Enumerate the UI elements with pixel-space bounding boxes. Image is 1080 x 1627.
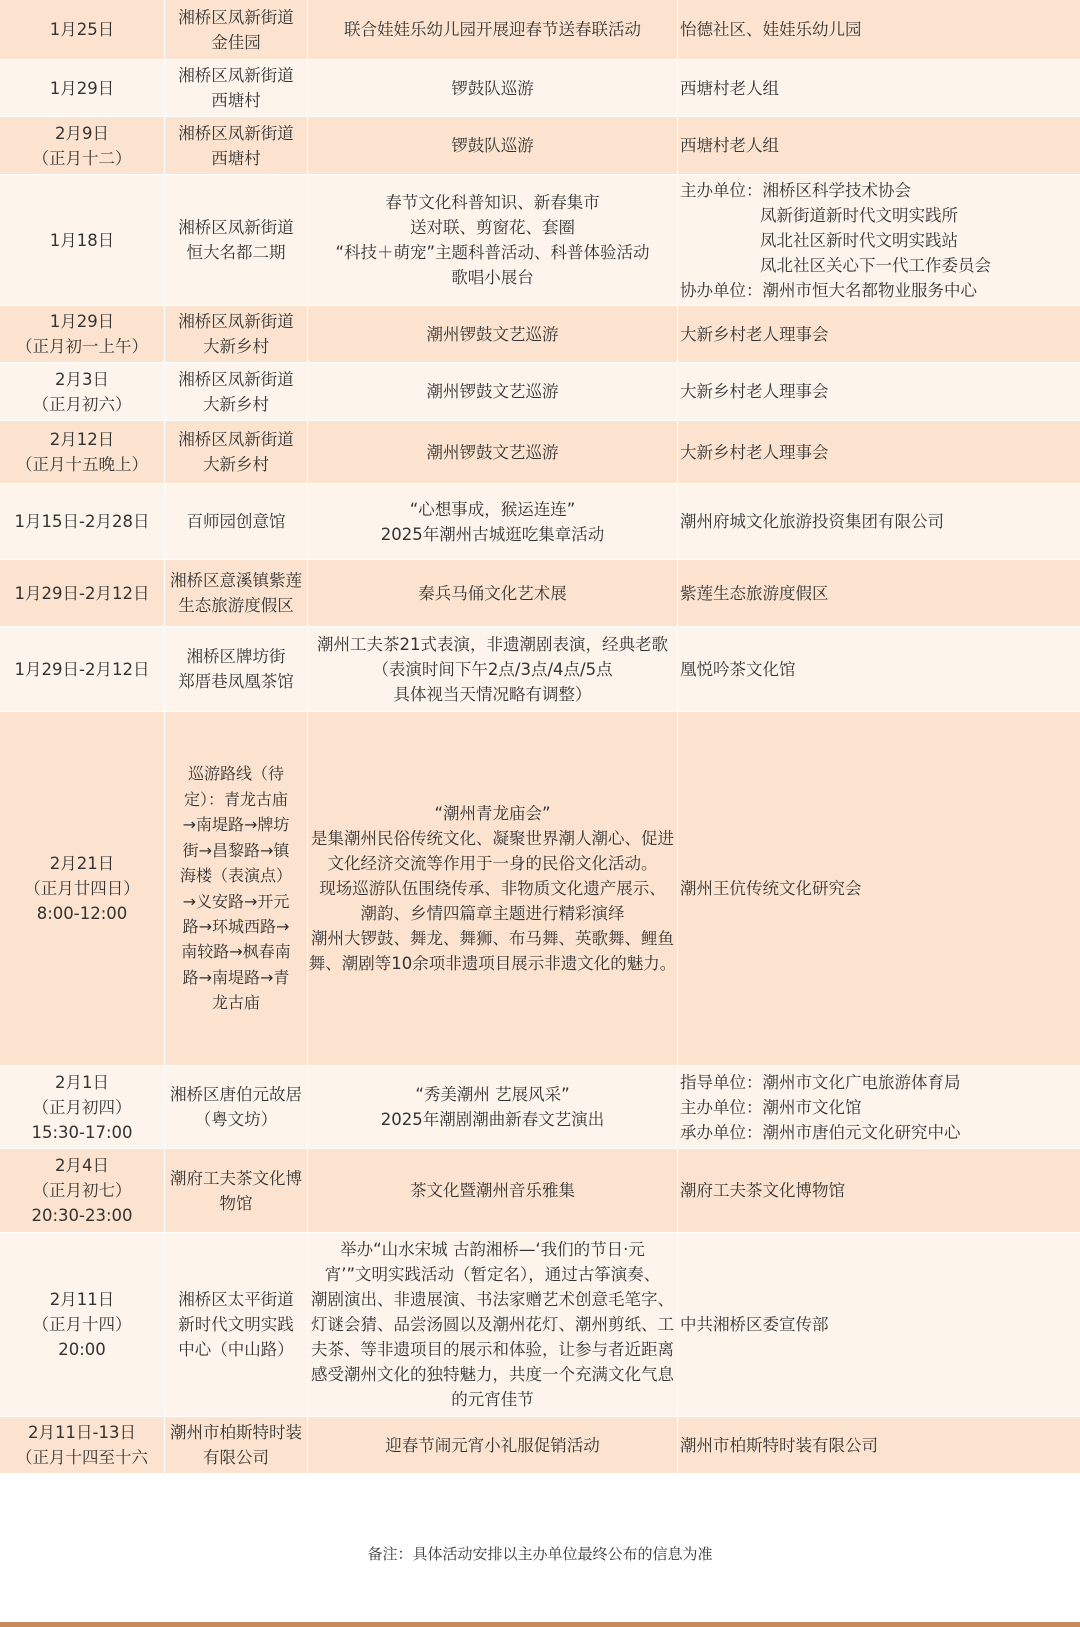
activity-cell-line: 现场巡游队伍围绕传承、非物质文化遗产展示、 bbox=[319, 879, 666, 898]
unit-cell-line: 潮州市柏斯特时装有限公司 bbox=[680, 1435, 878, 1455]
date-cell-line: 1月29日-2月12日 bbox=[14, 583, 150, 603]
unit-cell bbox=[678, 421, 1080, 483]
table-row bbox=[0, 627, 1080, 712]
unit-cell-line: 凤北社区新时代文明实践站 bbox=[760, 230, 958, 250]
activity-cell-line: 宵’”文明实践活动（暂定名），通过古筝演奏、 bbox=[324, 1265, 661, 1284]
date-cell-line: 8:00-12:00 bbox=[36, 904, 128, 923]
date-cell-line: 1月25日 bbox=[49, 20, 115, 39]
table-row bbox=[0, 0, 1080, 60]
activity-cell-line: 灯谜会猜、品尝汤圆以及潮州花灯、潮州剪纸、工 bbox=[311, 1315, 674, 1334]
place-cell bbox=[165, 560, 308, 626]
date-cell bbox=[0, 712, 165, 1065]
place-cell-line: 巡游路线（待 bbox=[187, 764, 284, 784]
place-cell bbox=[165, 1149, 308, 1232]
place-cell-line: 湘桥区凤新街道 bbox=[178, 312, 294, 331]
unit-cell bbox=[678, 1417, 1080, 1473]
place-cell-line: 生态旅游度假区 bbox=[178, 596, 294, 615]
unit-cell bbox=[678, 1233, 1080, 1416]
unit-cell-line: 指导单位：潮州市文化广电旅游体育局 bbox=[680, 1072, 961, 1092]
date-cell-line: 20:30-23:00 bbox=[31, 1206, 133, 1225]
date-cell-line: （正月十二） bbox=[32, 148, 132, 168]
date-cell-line: 1月29日 bbox=[49, 78, 115, 98]
activity-cell bbox=[308, 1417, 678, 1473]
activity-cell-line: 茶文化暨潮州音乐雅集 bbox=[410, 1181, 575, 1200]
activity-cell bbox=[308, 1066, 678, 1148]
date-cell bbox=[0, 560, 165, 626]
place-cell-line: 湘桥区凤新街道 bbox=[178, 218, 294, 237]
place-cell-line: 南较路→枫春南 bbox=[181, 942, 291, 962]
place-cell-line: 西塘村 bbox=[211, 148, 261, 168]
date-cell-line: 15:30-17:00 bbox=[31, 1122, 133, 1142]
place-cell bbox=[165, 363, 308, 420]
date-cell-line: 1月15日-2月28日 bbox=[14, 512, 150, 531]
activity-cell-line: 秦兵马俑文化艺术展 bbox=[418, 583, 567, 603]
unit-cell bbox=[678, 712, 1080, 1065]
place-cell-line: 潮州市柏斯特时装 bbox=[170, 1423, 302, 1442]
activity-cell-line: 文化经济交流等作用于一身的民俗文化活动。 bbox=[327, 854, 658, 873]
activity-cell-line: 潮韵、乡情四篇章主题进行精彩演绎 bbox=[360, 904, 625, 923]
date-cell-line: 2月4日 bbox=[55, 1156, 109, 1175]
date-cell-line: 2月11日 bbox=[49, 1290, 115, 1309]
table-row bbox=[0, 306, 1080, 363]
unit-cell-line: 承办单位：潮州市唐伯元文化研究中心 bbox=[680, 1122, 961, 1142]
date-cell-line: 2月11日-13日 bbox=[28, 1423, 136, 1442]
place-cell-line: 西塘村 bbox=[211, 91, 261, 110]
date-cell-line: （正月初四） bbox=[32, 1097, 132, 1117]
unit-cell-line: 凤新街道新时代文明实践所 bbox=[760, 205, 958, 225]
place-cell-line: 湘桥区太平街道 bbox=[178, 1290, 294, 1309]
activity-cell-line: 潮州锣鼓文艺巡游 bbox=[426, 382, 559, 401]
place-cell bbox=[165, 627, 308, 711]
place-cell-line: 湘桥区凤新街道 bbox=[178, 430, 294, 449]
unit-cell-line: 西塘村老人组 bbox=[680, 78, 779, 98]
footnote: 备注：具体活动安排以主办单位最终公布的信息为准 bbox=[367, 1545, 713, 1563]
date-cell bbox=[0, 363, 165, 420]
activity-cell-line: 送对联、剪窗花、套圈 bbox=[409, 218, 575, 237]
place-cell-line: 金佳园 bbox=[211, 32, 261, 52]
activity-cell-line: 歌唱小展台 bbox=[451, 268, 534, 287]
date-cell-line: 2月1日 bbox=[55, 1072, 109, 1092]
place-cell-line: 湘桥区凤新街道 bbox=[178, 369, 294, 389]
activity-cell-line: “秀美潮州 艺展风采” bbox=[415, 1085, 570, 1104]
date-cell-line: （正月初六） bbox=[32, 394, 132, 414]
unit-cell bbox=[678, 560, 1080, 626]
date-cell bbox=[0, 0, 165, 59]
activity-cell-line: 潮州大锣鼓、舞龙、舞狮、布马舞、英歌舞、鲤鱼 bbox=[311, 929, 674, 948]
unit-cell bbox=[678, 484, 1080, 559]
unit-cell-line: 怡德社区、娃娃乐幼儿园 bbox=[680, 20, 862, 39]
activity-cell bbox=[308, 484, 678, 559]
date-cell-line: 1月29日 bbox=[49, 312, 115, 331]
activity-cell-line: 是集潮州民俗传统文化、凝聚世界潮人潮心、促进 bbox=[311, 829, 674, 848]
activity-cell-line: 2025年潮州古城逛吃集章活动 bbox=[380, 524, 605, 544]
activity-cell-line: 潮州工夫茶21式表演，非遗潮剧表演，经典老歌 bbox=[317, 634, 668, 654]
table-row bbox=[0, 1149, 1080, 1233]
place-cell bbox=[165, 421, 308, 483]
unit-cell bbox=[678, 1149, 1080, 1232]
activity-cell-line: “科技＋萌宠”主题科普活动、科普体验活动 bbox=[335, 243, 650, 262]
activity-cell-line: 锣鼓队巡游 bbox=[451, 136, 534, 155]
place-cell-line: 潮府工夫茶文化博 bbox=[170, 1168, 302, 1188]
activity-cell bbox=[308, 421, 678, 483]
activity-cell-line: 潮州锣鼓文艺巡游 bbox=[426, 324, 559, 344]
activity-cell-line: 举办“山水宋城 古韵湘桥—‘我们的节日·元 bbox=[340, 1240, 645, 1259]
unit-cell-line: 紫莲生态旅游度假区 bbox=[680, 583, 829, 603]
date-cell-line: 1月18日 bbox=[49, 230, 115, 250]
place-cell bbox=[165, 0, 308, 59]
activity-cell bbox=[308, 627, 678, 711]
activity-cell bbox=[308, 306, 678, 362]
activity-cell bbox=[308, 60, 678, 116]
place-cell bbox=[165, 484, 308, 559]
bottom-rule bbox=[0, 1622, 1080, 1627]
activity-cell-line: 潮剧演出、非遗展演、书法家赠艺术创意毛笔字、 bbox=[311, 1290, 674, 1309]
table-row bbox=[0, 421, 1080, 484]
activity-cell bbox=[308, 117, 678, 174]
place-cell-line: 海楼（表演点） bbox=[179, 866, 292, 886]
date-cell bbox=[0, 60, 165, 116]
unit-cell-line: 西塘村老人组 bbox=[680, 136, 779, 155]
table-row bbox=[0, 1066, 1080, 1149]
table-row bbox=[0, 363, 1080, 421]
activity-cell bbox=[308, 560, 678, 626]
activity-cell bbox=[308, 0, 678, 59]
date-cell-line: 2月3日 bbox=[55, 369, 109, 389]
unit-cell-line: 大新乡村老人理事会 bbox=[680, 442, 829, 462]
unit-cell-line: 潮府工夫茶文化博物馆 bbox=[680, 1181, 845, 1200]
place-cell-line: 恒大名都二期 bbox=[186, 243, 286, 262]
place-cell bbox=[165, 175, 308, 305]
unit-cell-line: 潮州王伉传统文化研究会 bbox=[680, 879, 862, 898]
place-cell bbox=[165, 1417, 308, 1473]
date-cell-line: （正月初七） bbox=[32, 1181, 132, 1200]
place-cell-line: →南堤路→牌坊 bbox=[182, 815, 290, 835]
place-cell-line: →义安路→开元 bbox=[182, 891, 290, 911]
activity-cell bbox=[308, 363, 678, 420]
place-cell-line: 有限公司 bbox=[203, 1448, 269, 1467]
date-cell-line: 2月9日 bbox=[55, 123, 109, 143]
activity-cell bbox=[308, 175, 678, 305]
activity-cell-line: 舞、潮剧等10余项非遗项目展示非遗文化的魅力。 bbox=[308, 954, 677, 973]
date-cell-line: （正月十五晚上） bbox=[16, 455, 148, 474]
date-cell bbox=[0, 306, 165, 362]
unit-cell bbox=[678, 1066, 1080, 1148]
activity-cell bbox=[308, 1149, 678, 1232]
place-cell bbox=[165, 1233, 308, 1416]
table-row bbox=[0, 1233, 1080, 1417]
place-cell-line: 路→环城西路→ bbox=[182, 916, 290, 936]
date-cell-line: （正月十四） bbox=[32, 1315, 132, 1334]
place-cell bbox=[165, 306, 308, 362]
table-row bbox=[0, 560, 1080, 627]
date-cell-line: 2月12日 bbox=[49, 430, 115, 449]
unit-cell-line: 协办单位：潮州市恒大名都物业服务中心 bbox=[680, 280, 977, 300]
activity-cell-line: 联合娃娃乐幼儿园开展迎春节送春联活动 bbox=[344, 20, 641, 39]
place-cell-line: 湘桥区凤新街道 bbox=[178, 66, 294, 85]
unit-cell-line: 中共湘桥区委宣传部 bbox=[680, 1315, 829, 1334]
date-cell bbox=[0, 421, 165, 483]
date-cell bbox=[0, 484, 165, 559]
place-cell-line: 龙古庙 bbox=[211, 993, 260, 1013]
place-cell-line: 中心（中山路） bbox=[178, 1340, 294, 1359]
unit-cell bbox=[678, 175, 1080, 305]
activity-cell-line: （表演时间下午2点/3点/4点/5点 bbox=[372, 659, 613, 679]
unit-cell bbox=[678, 117, 1080, 174]
unit-cell-line: 大新乡村老人理事会 bbox=[680, 324, 829, 344]
unit-cell-line: 凤北社区关心下一代工作委员会 bbox=[760, 255, 991, 275]
place-cell bbox=[165, 117, 308, 174]
date-cell bbox=[0, 1066, 165, 1148]
place-cell-line: 湘桥区凤新街道 bbox=[178, 123, 294, 143]
activity-cell-line: 锣鼓队巡游 bbox=[451, 78, 534, 98]
activity-cell-line: 2025年潮剧潮曲新春文艺演出 bbox=[380, 1110, 605, 1129]
place-cell-line: 大新乡村 bbox=[203, 455, 269, 474]
place-cell bbox=[165, 1066, 308, 1148]
date-cell bbox=[0, 117, 165, 174]
activity-cell bbox=[308, 712, 678, 1065]
unit-cell-line: 主办单位：潮州市文化馆 bbox=[680, 1097, 862, 1117]
table-row bbox=[0, 175, 1080, 306]
unit-cell-line: 潮州府城文化旅游投资集团有限公司 bbox=[680, 512, 944, 531]
place-cell-line: 街→昌黎路→镇 bbox=[182, 840, 290, 860]
place-cell-line: 湘桥区意溪镇紫莲 bbox=[170, 571, 302, 590]
activity-cell-line: 的元宵佳节 bbox=[451, 1390, 534, 1409]
activity-cell bbox=[308, 1233, 678, 1416]
place-cell-line: （粤文坊） bbox=[194, 1110, 278, 1129]
unit-cell bbox=[678, 60, 1080, 116]
date-cell-line: （正月十四至十六 bbox=[16, 1448, 148, 1467]
activity-cell-line: 春节文化科普知识、新春集市 bbox=[385, 193, 600, 212]
activity-cell-line: “心想事成，猴运连连” bbox=[409, 499, 576, 519]
table-row bbox=[0, 117, 1080, 175]
activity-cell-line: 感受潮州文化的独特魅力，共度一个充满文化气息 bbox=[311, 1365, 674, 1384]
date-cell-line: （正月初一上午） bbox=[16, 337, 148, 356]
place-cell bbox=[165, 60, 308, 116]
activity-cell-line: 具体视当天情况略有调整） bbox=[393, 684, 592, 704]
unit-cell bbox=[678, 627, 1080, 711]
place-cell-line: 湘桥区唐伯元故居 bbox=[170, 1085, 302, 1104]
date-cell bbox=[0, 1149, 165, 1232]
unit-cell-line: 主办单位：湘桥区科学技术协会 bbox=[680, 180, 911, 200]
date-cell-line: 2月21日 bbox=[49, 854, 115, 873]
date-cell bbox=[0, 1417, 165, 1473]
date-cell-line: 1月29日-2月12日 bbox=[14, 659, 150, 679]
unit-cell bbox=[678, 0, 1080, 59]
table-row bbox=[0, 60, 1080, 117]
unit-cell-line: 大新乡村老人理事会 bbox=[680, 382, 829, 401]
place-cell-line: 路→南堤路→青 bbox=[182, 967, 290, 987]
place-cell bbox=[165, 712, 308, 1065]
date-cell-line: 20:00 bbox=[58, 1340, 106, 1359]
activity-cell-line: 迎春节闹元宵小礼服促销活动 bbox=[385, 1435, 600, 1455]
activity-cell-line: 潮州锣鼓文艺巡游 bbox=[426, 442, 559, 462]
place-cell-line: 湘桥区牌坊街 bbox=[186, 647, 286, 666]
place-cell-line: 新时代文明实践 bbox=[178, 1315, 294, 1334]
table-row bbox=[0, 712, 1080, 1066]
place-cell-line: 郑厝巷凤凰茶馆 bbox=[178, 672, 294, 691]
unit-cell bbox=[678, 363, 1080, 420]
date-cell bbox=[0, 175, 165, 305]
table-row bbox=[0, 484, 1080, 560]
unit-cell-line: 凰悦吟茶文化馆 bbox=[680, 659, 796, 679]
place-cell-line: 大新乡村 bbox=[203, 394, 269, 414]
place-cell-line: 湘桥区凤新街道 bbox=[178, 7, 294, 27]
date-cell bbox=[0, 1233, 165, 1416]
place-cell-line: 定）：青龙古庙 bbox=[183, 789, 288, 809]
date-cell bbox=[0, 627, 165, 711]
place-cell-line: 百师园创意馆 bbox=[186, 512, 286, 531]
activity-cell-line: 夫茶、等非遗项目的展示和体验，让参与者近距离 bbox=[311, 1340, 674, 1359]
table-row bbox=[0, 1417, 1080, 1474]
unit-cell bbox=[678, 306, 1080, 362]
date-cell-line: （正月廿四日） bbox=[24, 879, 140, 898]
place-cell-line: 物馆 bbox=[219, 1193, 253, 1213]
place-cell-line: 大新乡村 bbox=[203, 337, 269, 356]
activity-cell-line: “潮州青龙庙会” bbox=[434, 804, 551, 823]
